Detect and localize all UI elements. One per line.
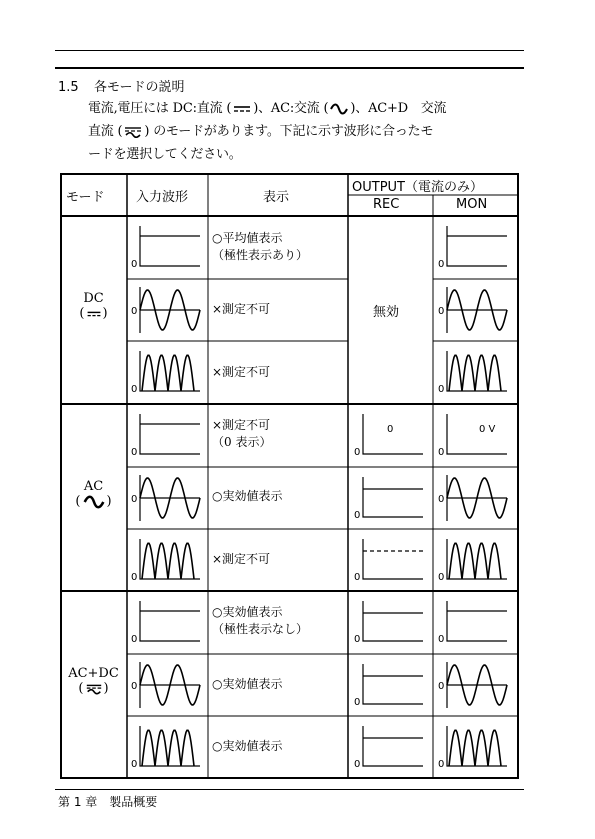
mode-name: DC: [83, 291, 104, 306]
display-acdc-dc: [212, 604, 308, 638]
svg-text:0: 0: [438, 634, 445, 645]
header-input-waveform: 入力波形: [136, 190, 189, 205]
waveform-dc: [435, 216, 515, 278]
display-line: ○実効値表示: [212, 489, 283, 503]
display-line: （極性表示あり）: [212, 248, 309, 262]
section-title: [58, 76, 184, 95]
svg-text:0: 0: [131, 447, 138, 458]
intro-line-1: [88, 97, 446, 116]
svg-text:0: 0: [354, 447, 361, 458]
waveform-rect: [128, 341, 208, 403]
svg-text:0: 0: [131, 384, 138, 395]
waveform-rect: [128, 529, 208, 591]
header-rule-thin: [55, 50, 524, 51]
waveform-level: [351, 591, 431, 653]
display-ac-rect: [212, 551, 270, 568]
acdc-symbol-icon: [85, 682, 103, 696]
dc-symbol-icon: [86, 309, 102, 319]
waveform-sine: [435, 467, 515, 529]
display-line: ○平均値表示: [212, 231, 283, 245]
display-dc-sine: [212, 301, 270, 318]
waveform-sine: [435, 654, 515, 716]
display-ac-dc: [212, 417, 271, 451]
svg-text:0: 0: [131, 681, 138, 692]
waveform-dc: [128, 216, 208, 278]
svg-text:0: 0: [438, 759, 445, 770]
svg-text:0: 0: [438, 384, 445, 395]
waveform-level: [351, 654, 431, 716]
display-line: ○実効値表示: [212, 677, 283, 691]
waveform-dc: [128, 404, 208, 466]
intro-line-2: [88, 120, 433, 139]
header-mode: モード: [66, 190, 105, 205]
waveform-level: [351, 467, 431, 529]
ac-symbol-icon: [329, 103, 349, 115]
section-number: 1.5: [58, 80, 79, 95]
svg-text:0: 0: [354, 572, 361, 583]
svg-text:0: 0: [438, 572, 445, 583]
header-rec: REC: [373, 197, 400, 212]
waveform-level: [351, 716, 431, 778]
display-line: ×測定不可: [212, 365, 271, 379]
waveform-rect: [435, 716, 515, 778]
svg-text:0: 0: [131, 759, 138, 770]
header-mon: MON: [456, 197, 488, 212]
display-line: ×測定不可: [212, 552, 271, 566]
waveform-sine: [128, 279, 208, 341]
waveform-dc: [435, 591, 515, 653]
intro-line-3: ードを選択してください。: [88, 147, 242, 162]
mode-acdc-label: [60, 666, 127, 696]
intro-text: 電流,電圧には DC:直流 (: [88, 101, 232, 116]
waveform-zero-label: [435, 404, 515, 466]
svg-text:0: 0: [438, 681, 445, 692]
waveform-rect: [128, 716, 208, 778]
display-line: （極性表示なし）: [212, 622, 309, 636]
waveform-rect: [435, 529, 515, 591]
mode-name: AC: [83, 479, 104, 494]
svg-text:0: 0: [354, 759, 361, 770]
display-line: （0 表示）: [212, 435, 272, 449]
waveform-dc: [128, 591, 208, 653]
footer-rule: [55, 789, 524, 790]
mode-symbol: ( ): [78, 681, 109, 696]
mode-name: AC+DC: [68, 666, 119, 681]
display-acdc-rect: [212, 738, 282, 755]
display-acdc-sine: [212, 676, 282, 693]
svg-text:0: 0: [354, 634, 361, 645]
display-line: ○実効値表示: [212, 739, 283, 753]
waveform-sine: [128, 654, 208, 716]
svg-text:0: 0: [354, 697, 361, 708]
footer: [58, 793, 157, 810]
mode-symbol: ( ): [75, 494, 112, 509]
footer-chapter: 第 1 章: [58, 795, 98, 809]
waveform-dashed-level: [351, 529, 431, 591]
header-output: OUTPUT（電流のみ）: [352, 180, 483, 195]
mode-symbol: ( ): [79, 306, 108, 321]
waveform-sine: [435, 279, 515, 341]
display-line: ○実効値表示: [212, 605, 283, 619]
svg-text:0: 0: [131, 259, 138, 270]
header-rule-thick: [55, 67, 524, 69]
display-line: ×測定不可: [212, 302, 271, 316]
mode-ac-label: [60, 479, 127, 509]
svg-text:0: 0: [387, 424, 394, 435]
dc-symbol-icon: [232, 103, 252, 115]
intro-text: ) のモードがあります。下記に示す波形に合ったモ: [144, 124, 434, 139]
svg-text:0: 0: [438, 259, 445, 270]
display-dc-rect: [212, 364, 270, 381]
intro-text: 直流 (: [88, 124, 123, 139]
display-line: ×測定不可: [212, 418, 271, 432]
svg-text:0: 0: [131, 572, 138, 583]
display-dc-dc: [212, 230, 308, 264]
waveform-rect: [435, 341, 515, 403]
header-display: 表示: [263, 190, 290, 205]
svg-text:0: 0: [438, 447, 445, 458]
svg-text:0: 0: [131, 494, 138, 505]
mode-table: [60, 173, 519, 779]
rec-dc-invalid: 無効: [373, 305, 400, 320]
section-heading: 各モードの説明: [94, 80, 185, 95]
svg-text:0: 0: [438, 494, 445, 505]
mode-dc-label: [60, 291, 127, 321]
intro-text: )、AC:交流 (: [253, 101, 329, 116]
svg-text:0 V: 0 V: [479, 424, 496, 435]
svg-text:0: 0: [354, 510, 361, 521]
ac-symbol-icon: [82, 495, 106, 509]
waveform-zero-label: [351, 404, 431, 466]
display-ac-sine: [212, 488, 282, 505]
svg-text:0: 0: [438, 306, 445, 317]
svg-text:0: 0: [131, 306, 138, 317]
footer-title: 製品概要: [109, 795, 158, 809]
acdc-symbol-icon: [123, 125, 143, 139]
svg-text:0: 0: [131, 634, 138, 645]
waveform-sine: [128, 467, 208, 529]
intro-text: )、AC+D 交流: [350, 101, 447, 116]
